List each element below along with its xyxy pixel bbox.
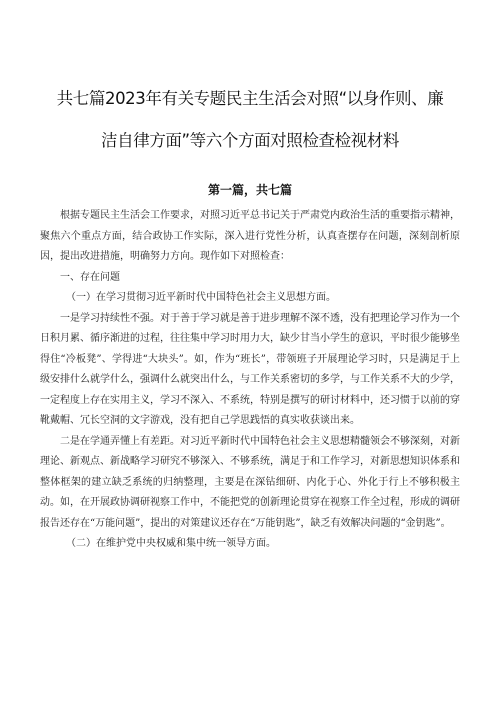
section-heading: 第一篇，共七篇 bbox=[207, 183, 292, 197]
subheading-theory-study: （一）在学习贯彻习近平新时代中国特色社会主义思想方面。 bbox=[66, 292, 336, 303]
subheading-party-authority: （二）在维护党中央权威和集中统一领导方面。 bbox=[66, 538, 276, 549]
paragraph-understanding-gap: 二是在学通弄懂上有差距。对习近平新时代中国特色社会主义思想精髓领会不够深刻，对新理论、新观点、新战略学习研究不够深入、不够系统，满足于和工作学习，对新思想知识体系和整体框架的建立缺乏系统的归纳整理，主要是在深钻细研、内化于心、外化于行上不够积极主动。如，在开展政协调研视察工作中，不能把党的创新理论贯穿在视察工作全过程，形成的调研报告还存在“万能问题”，提出的对策建议还存在“万能钥匙”，缺乏有效解决问题的“金钥匙”。 bbox=[40, 435, 460, 529]
title-line-1: 共七篇2023年有关专题民主生活会对照“以身作则、廉 bbox=[56, 89, 444, 108]
heading-existing-problems: 一、存在问题 bbox=[60, 271, 120, 283]
title-line-2: 洁自律方面”等六个方面对照检查检视材料 bbox=[101, 131, 399, 150]
paragraph-study-persistence: 一是学习持续性不强。对于善于学习就是善于进步理解不深不透，没有把理论学习作为一个日积月累、循序渐进的过程，往往集中学习时用力大，缺少甘当小学生的意识，平时很少能够坐得住“冷板凳”、学得进“大块头”。如，作为“班长”，带领班子开展理论学习时，只是满足于上级安排什么就学什么，强调什么就突出什么，与工作关系密切的多学，与工作关系不大的少学，一定程度上存在实用主义，学习不深入、不系统，特别是撰写的研讨材料中，还习惯于以前的穿靴戴帽、冗长空洞的文字游戏，没有把自己学思践悟的真实收获谈出来。 bbox=[40, 312, 460, 426]
document-body bbox=[40, 206, 460, 555]
document-title bbox=[40, 0, 460, 162]
intro-paragraph: 根据专题民主生活会工作要求，对照习近平总书记关于严肃党内政治生活的重要指示精神，聚焦六个重点方面，结合政协工作实际，深入进行党性分析，认真查摆存在问题，深刻剖析原因，提出改进措施，明确努力方向。现作如下对照检查： bbox=[40, 210, 460, 262]
